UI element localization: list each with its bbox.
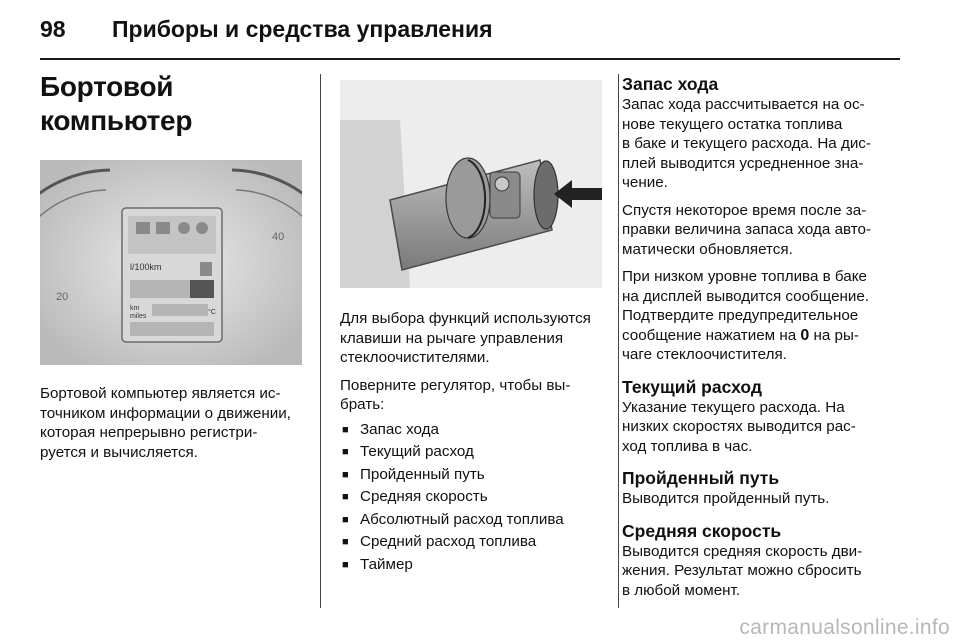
list-item: ■ Средняя скорость	[342, 488, 488, 505]
left-gauge-label: 20	[56, 291, 69, 303]
range-section	[622, 74, 906, 365]
distance-heading: Пройденный путь	[622, 468, 780, 488]
fuel-pump-icon	[200, 262, 212, 276]
current-consumption-section	[622, 377, 906, 457]
right-gauge-label: 40	[272, 231, 285, 243]
range-heading: Запас хода	[622, 74, 719, 94]
list-item: ■ Средний расход топлива	[342, 533, 537, 550]
list-item: ■ Пройденный путь	[342, 465, 485, 483]
header-rule	[40, 58, 900, 60]
function-list	[340, 419, 602, 577]
display-temp-unit: °C	[208, 309, 216, 316]
average-speed-section	[622, 521, 906, 601]
range-paragraph-2: Спустя некоторое время после за- правки величина запаса хода авто- матически обновляется.	[622, 201, 872, 258]
intro-paragraph: Для выбора функций используются клавиши на рычаге управления стеклоочистителями.	[340, 310, 591, 366]
light-icon	[196, 222, 208, 234]
column-middle	[340, 72, 602, 576]
warning-icon	[136, 222, 150, 234]
watermark: carmanualsonline.info	[739, 616, 950, 639]
section-title: Бортовой компьютер	[40, 71, 193, 136]
list-item: ■ Абсолютный расход топлива	[342, 510, 564, 528]
gear-icon	[178, 222, 190, 234]
column-divider-left	[320, 74, 321, 608]
list-item: ■ Запас хода	[342, 420, 439, 438]
display-miles-label: miles	[130, 313, 147, 320]
distance-section	[622, 468, 906, 509]
column-left	[40, 70, 305, 470]
running-title: Приборы и средства управления	[112, 16, 493, 42]
wiper-stalk-figure	[340, 80, 602, 288]
display-km-label: km	[130, 305, 140, 312]
column-right	[622, 74, 906, 612]
list-item: ■ Текущий расход	[342, 443, 474, 460]
stalk-icon	[495, 177, 509, 191]
distance-body: Выводится пройденный путь.	[622, 490, 830, 507]
page-header	[0, 0, 960, 62]
turn-paragraph: Поверните регулятор, чтобы вы- брать:	[340, 376, 571, 413]
average-speed-heading: Средняя скорость	[622, 520, 782, 541]
instrument-cluster-figure	[40, 160, 302, 365]
section-body: Бортовой компьютер является ис- точником информации о движении, которая непрерывно регистри- руется и вычисляется.	[40, 385, 291, 461]
key-zero: 0	[800, 326, 810, 344]
range-paragraph-1: Запас хода рассчитывается на ос- нове текущего остатка топлива в баке и текущего расхода. На дис- плей выводится усредненное зна- чение.	[622, 96, 871, 191]
current-consumption-heading: Текущий расход	[622, 376, 762, 397]
range-paragraph-3: При низком уровне топлива в баке на дисплей выводится сообщение. Подтвердите предупредительное сообщение нажатием на 0 на ры- чаге стеклоочистителя.	[622, 268, 870, 363]
display-unit-label: l/100km	[130, 262, 162, 272]
list-item: ■ Таймер	[342, 555, 413, 573]
current-consumption-body: Указание текущего расхода. На низких скоростях выводится рас- ход топлива в час.	[622, 398, 856, 455]
column-divider-right	[618, 74, 619, 608]
average-speed-body: Выводится средняя скорость дви- жения. Результат можно сбросить в любой момент.	[622, 542, 863, 599]
page-number: 98	[40, 16, 66, 42]
door-icon	[156, 222, 170, 234]
